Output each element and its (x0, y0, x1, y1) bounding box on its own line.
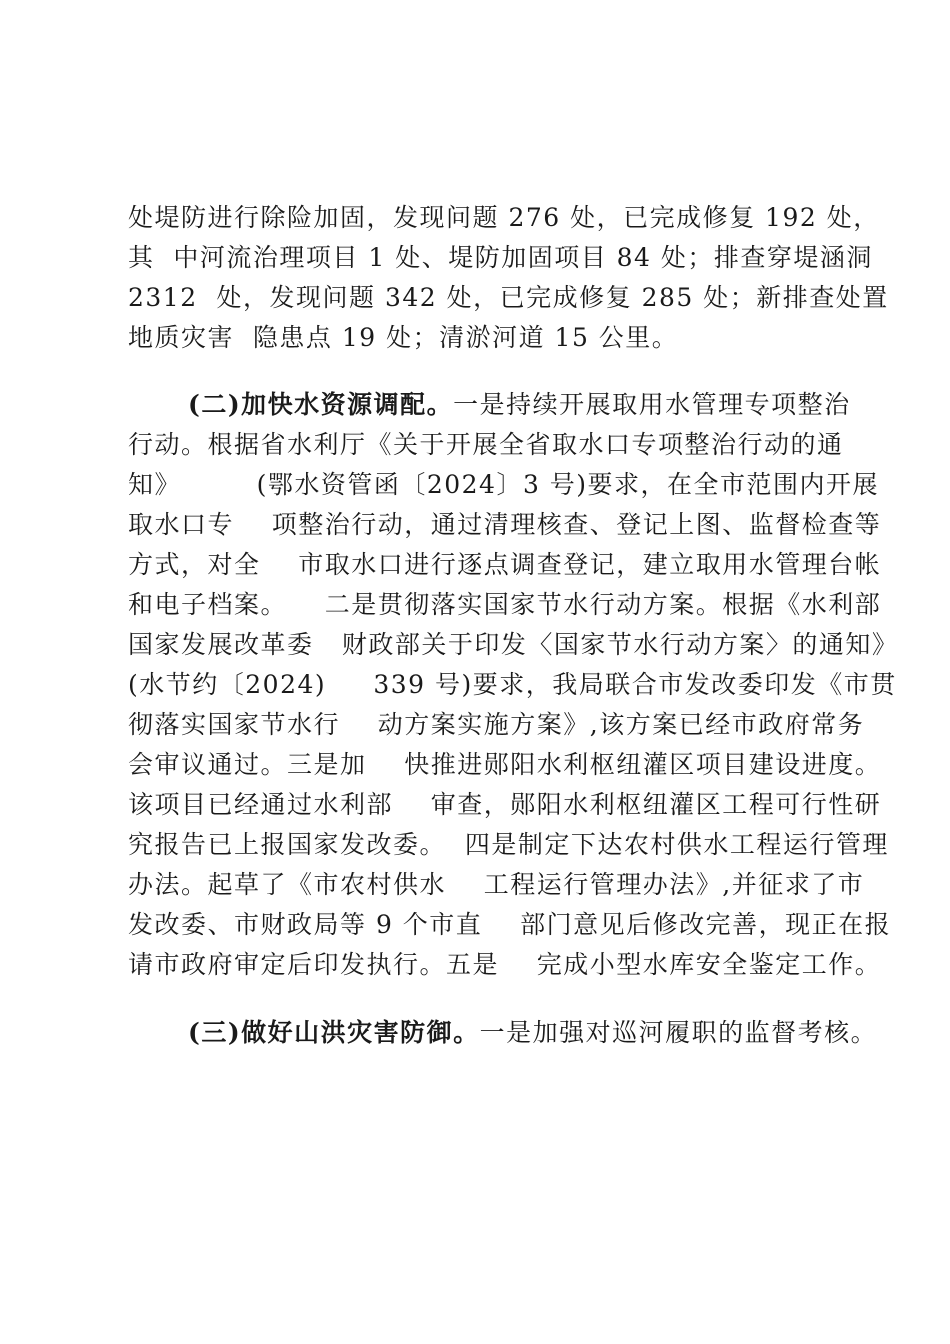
paragraph-line: 和电子档案。 二是贯彻落实国家节水行动方案。根据《水利部 (128, 590, 882, 619)
section-2-first-line (188, 385, 851, 425)
section-2-first-line-text: 一是持续开展取用水管理专项整治 (453, 390, 851, 419)
paragraph-line: 取水口专 项整治行动，通过清理核查、登记上图、监督检查等 (128, 510, 882, 539)
section-2-heading: (二)加快水资源调配。 (188, 390, 454, 419)
paragraph-line: 其 中河流治理项目 1 处、堤防加固项目 84 处；排查穿堤涵洞 (128, 243, 873, 272)
paragraph-line: 会审议通过。三是加 快推进郧阳水利枢纽灌区项目建设进度。 (128, 750, 882, 779)
paragraph-line: 究报告已上报国家发改委。 四是制定下达农村供水工程运行管理 (128, 830, 889, 859)
paragraph-line: 该项目已经通过水利部 审查，郧阳水利枢纽灌区工程可行性研 (128, 790, 882, 819)
paragraph-line: 请市政府审定后印发执行。五是 完成小型水库安全鉴定工作。 (128, 950, 882, 979)
paragraph-line: 国家发展改革委 财政部关于印发〈国家节水行动方案〉的通知》 (128, 630, 899, 659)
paragraph-line: 处堤防进行除险加固，发现问题 276 处，已完成修复 192 处， (128, 203, 880, 232)
section-3-first-line (188, 1013, 877, 1053)
paragraph-line: 方式，对全 市取水口进行逐点调查登记，建立取用水管理台帐 (128, 550, 882, 579)
paragraph-line: 2312 处，发现问题 342 处，已完成修复 285 处；新排查处置 (128, 283, 889, 312)
paragraph-line: 彻落实国家节水行 动方案实施方案》,该方案已经市政府常务 (128, 710, 865, 739)
section-3-heading: (三)做好山洪灾害防御。 (188, 1018, 480, 1047)
paragraph-line: (水节约〔2024) 339 号)要求，我局联合市发改委印发《市贯 (128, 670, 897, 699)
section-3-first-line-text: 一是加强对巡河履职的监督考核。 (479, 1018, 878, 1047)
paragraph-line: 办法。起草了《市农村供水 工程运行管理办法》,并征求了市 (128, 870, 865, 899)
paragraph-line: 发改委、市财政局等 9 个市直 部门意见后修改完善，现正在报 (128, 910, 892, 939)
paragraph-line: 行动。根据省水利厅《关于开展全省取水口专项整治行动的通 (128, 430, 844, 459)
paragraph-line: 地质灾害 隐患点 19 处；清淤河道 15 公里。 (128, 323, 679, 352)
paragraph-line: 知》 (鄂水资管函〔2024〕3 号)要求，在全市范围内开展 (128, 470, 880, 499)
